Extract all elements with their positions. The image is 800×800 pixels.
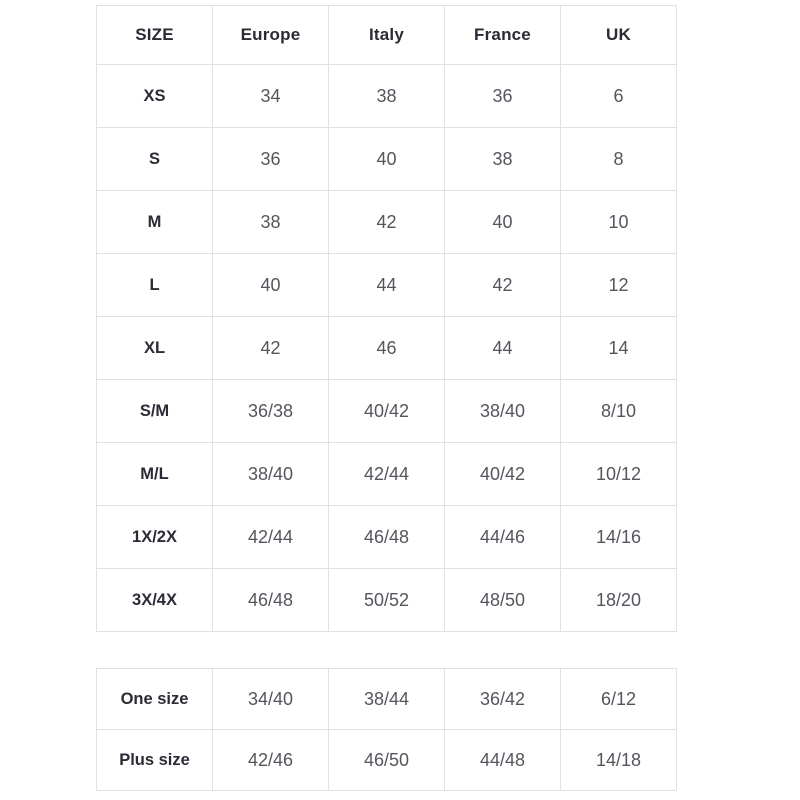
size-value: 42 <box>213 317 329 380</box>
size-label: One size <box>97 669 213 730</box>
size-value: 46/50 <box>329 730 445 791</box>
size-value: 10 <box>561 191 677 254</box>
size-value: 40/42 <box>329 380 445 443</box>
size-value: 40 <box>445 191 561 254</box>
size-value: 38/44 <box>329 669 445 730</box>
size-value: 44 <box>445 317 561 380</box>
size-table-header <box>97 6 677 65</box>
special-sizes-body <box>97 669 677 791</box>
size-value: 38/40 <box>445 380 561 443</box>
size-value: 8 <box>561 128 677 191</box>
size-value: 38/40 <box>213 443 329 506</box>
size-value: 42/46 <box>213 730 329 791</box>
size-label: S/M <box>97 380 213 443</box>
size-value: 44/46 <box>445 506 561 569</box>
size-value: 36/38 <box>213 380 329 443</box>
table-row <box>97 669 677 730</box>
size-value: 6/12 <box>561 669 677 730</box>
table-row <box>97 191 677 254</box>
size-value: 40 <box>213 254 329 317</box>
size-value: 44 <box>329 254 445 317</box>
size-value: 42/44 <box>329 443 445 506</box>
size-label: Plus size <box>97 730 213 791</box>
size-label: S <box>97 128 213 191</box>
size-label: M/L <box>97 443 213 506</box>
size-value: 42/44 <box>213 506 329 569</box>
size-value: 38 <box>213 191 329 254</box>
size-value: 38 <box>329 65 445 128</box>
size-value: 14 <box>561 317 677 380</box>
size-value: 40 <box>329 128 445 191</box>
table-row <box>97 317 677 380</box>
special-sizes-table <box>96 668 677 791</box>
size-label: XL <box>97 317 213 380</box>
size-conversion-table <box>96 5 677 632</box>
size-value: 40/42 <box>445 443 561 506</box>
size-value: 34/40 <box>213 669 329 730</box>
size-label: XS <box>97 65 213 128</box>
size-value: 46/48 <box>213 569 329 632</box>
column-header: SIZE <box>97 6 213 65</box>
size-value: 12 <box>561 254 677 317</box>
size-value: 10/12 <box>561 443 677 506</box>
table-row <box>97 569 677 632</box>
table-row <box>97 254 677 317</box>
size-label: M <box>97 191 213 254</box>
size-value: 42 <box>329 191 445 254</box>
size-value: 36 <box>445 65 561 128</box>
table-row <box>97 380 677 443</box>
column-header: Europe <box>213 6 329 65</box>
size-value: 8/10 <box>561 380 677 443</box>
size-table-body <box>97 65 677 632</box>
size-value: 48/50 <box>445 569 561 632</box>
size-value: 38 <box>445 128 561 191</box>
size-value: 46 <box>329 317 445 380</box>
column-header: Italy <box>329 6 445 65</box>
size-label: 3X/4X <box>97 569 213 632</box>
size-value: 44/48 <box>445 730 561 791</box>
column-header: UK <box>561 6 677 65</box>
size-value: 46/48 <box>329 506 445 569</box>
size-value: 14/16 <box>561 506 677 569</box>
table-row <box>97 128 677 191</box>
table-row <box>97 730 677 791</box>
size-value: 42 <box>445 254 561 317</box>
column-header: France <box>445 6 561 65</box>
table-row <box>97 443 677 506</box>
table-row <box>97 65 677 128</box>
size-label: L <box>97 254 213 317</box>
size-value: 18/20 <box>561 569 677 632</box>
size-value: 36 <box>213 128 329 191</box>
size-value: 50/52 <box>329 569 445 632</box>
size-value: 34 <box>213 65 329 128</box>
header-row <box>97 6 677 65</box>
size-value: 14/18 <box>561 730 677 791</box>
table-row <box>97 506 677 569</box>
size-value: 6 <box>561 65 677 128</box>
size-value: 36/42 <box>445 669 561 730</box>
size-label: 1X/2X <box>97 506 213 569</box>
